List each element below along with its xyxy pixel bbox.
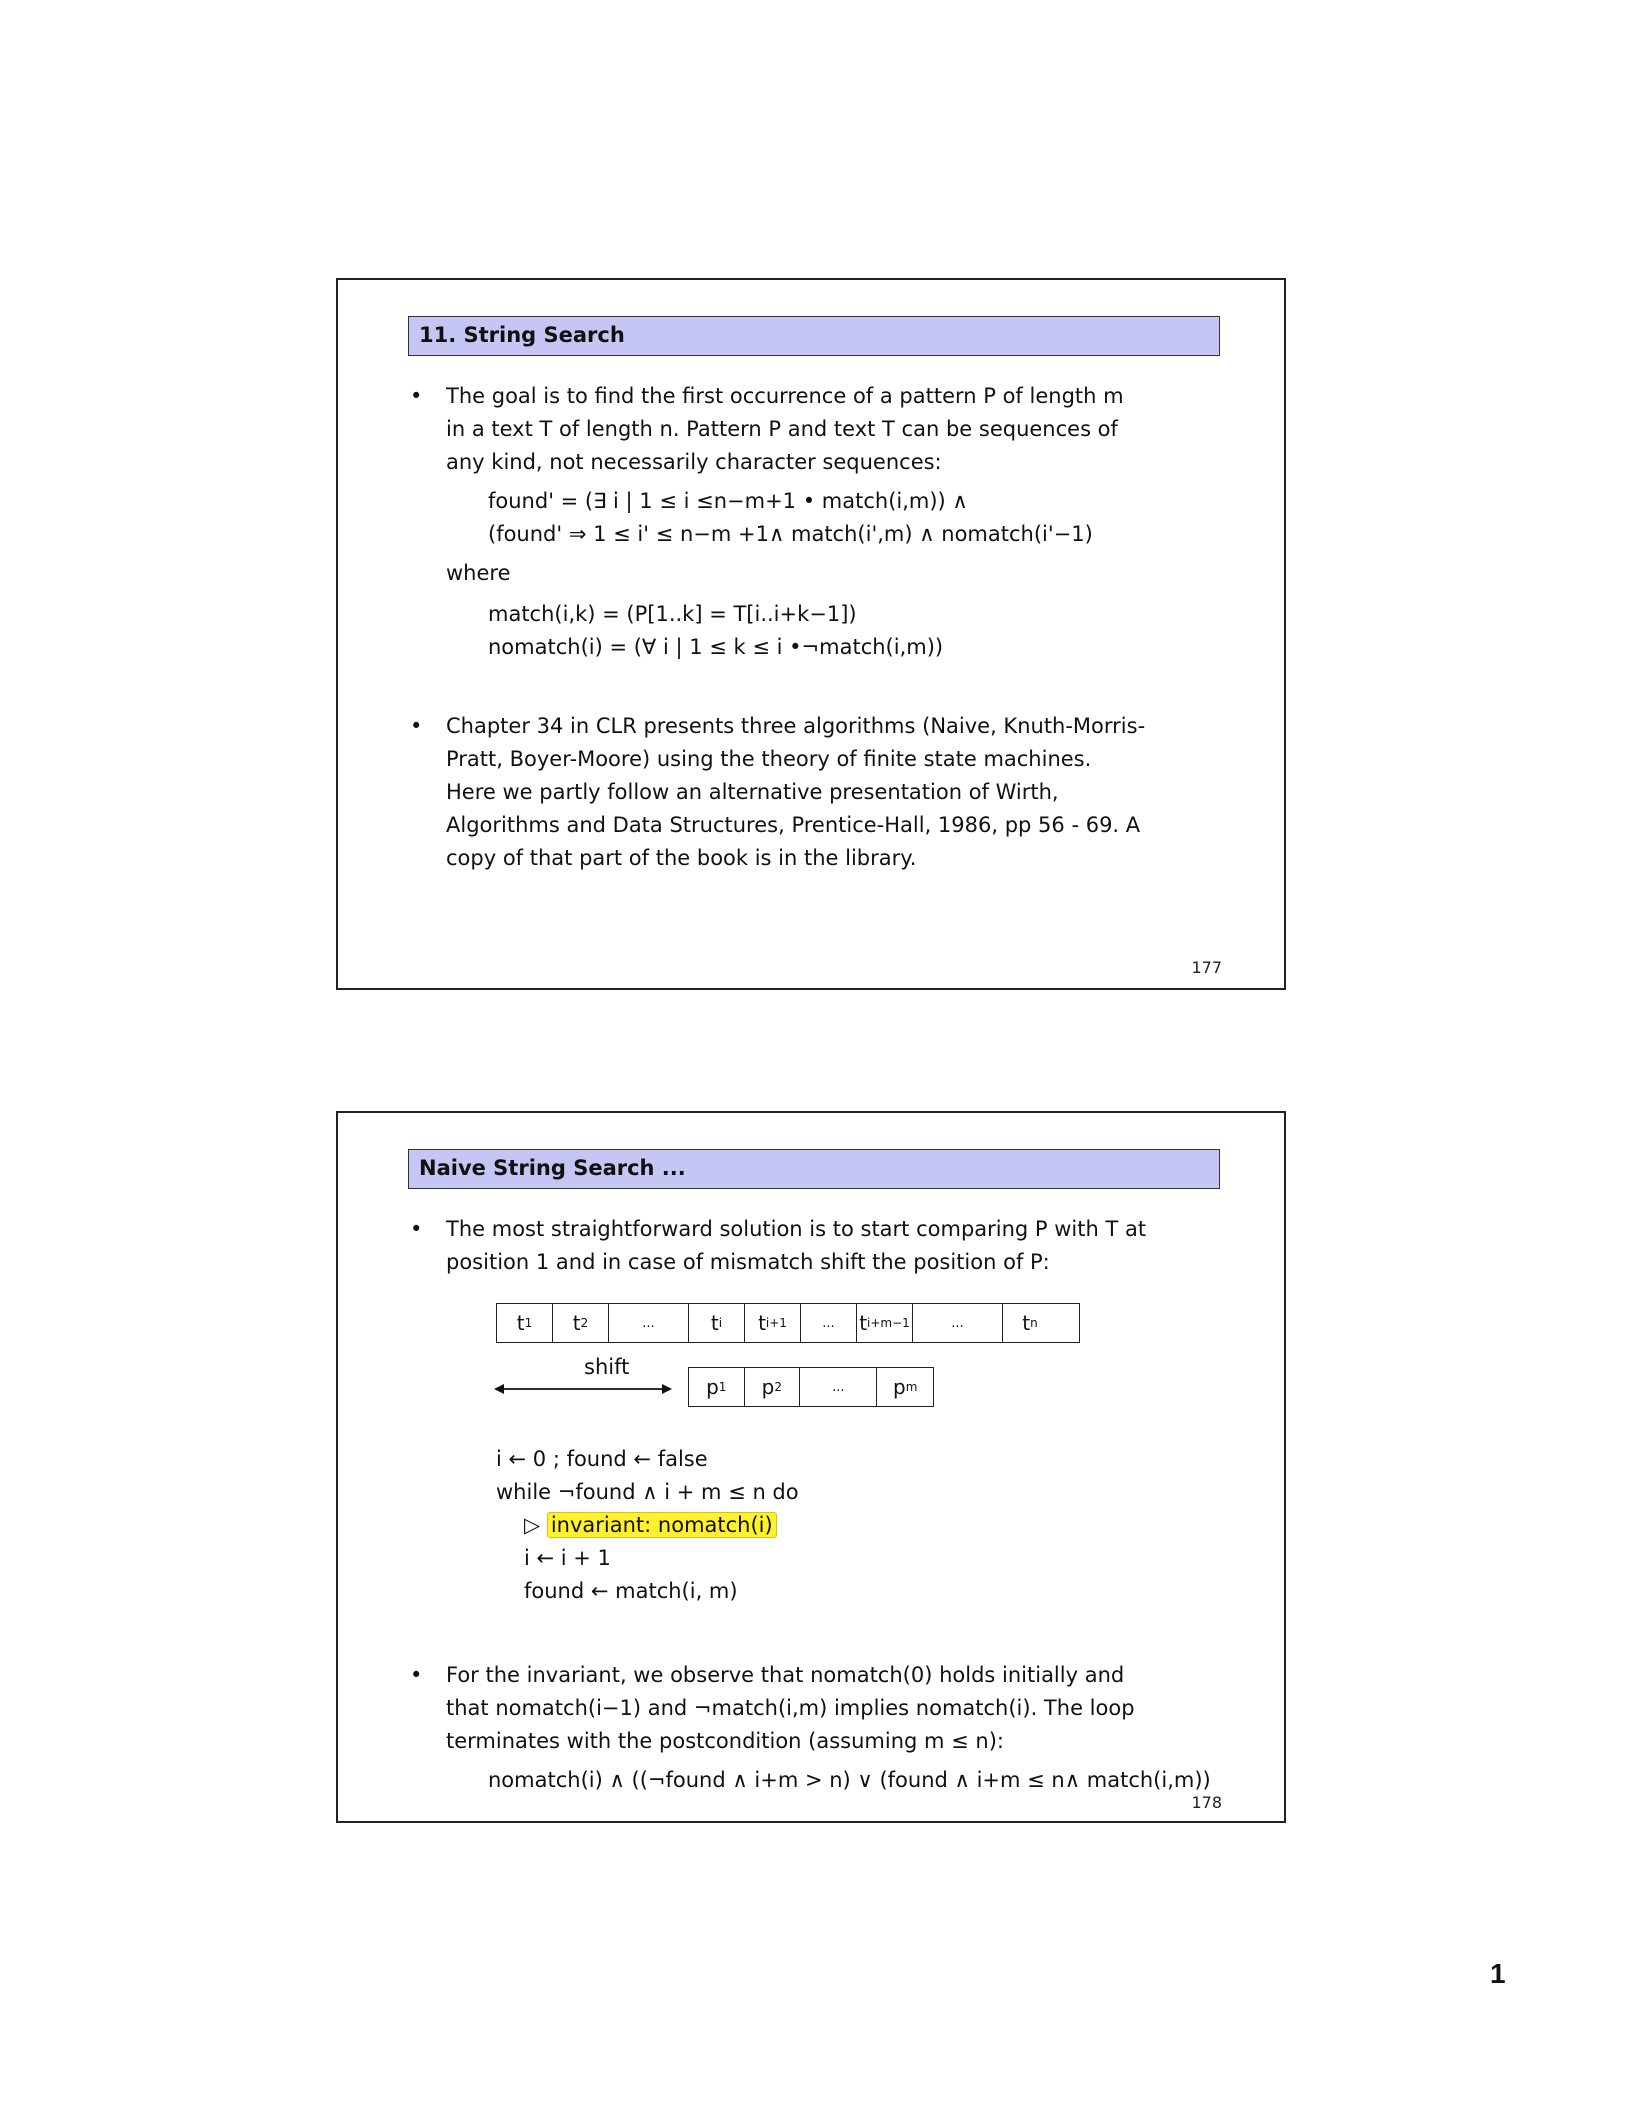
text-cell [497,1304,553,1342]
cell-base: p [706,1375,719,1399]
shift-arrow [494,1381,674,1397]
cell-sub: n [1030,1316,1038,1330]
text-line: The most straightforward solution is to start comparing P with T at [446,1217,1147,1241]
cell-sub: 1 [718,1380,727,1394]
code-line: found ← match(i, m) [524,1579,738,1603]
text-line: position 1 and in case of mismatch shift the position of P: [446,1250,1050,1274]
cell-sub: i [718,1316,723,1330]
text-line: Algorithms and Data Structures, Prentice-Hall, 1986, pp 56 - 69. A [446,813,1141,837]
slide-178 [336,1111,1286,1823]
postcondition-line: nomatch(i) ∧ ((¬found ∧ i+m > n) ∨ (found ∧ i+m ≤ n∧ match(i,m)) [488,1768,1211,1792]
bullet-text [446,710,1230,875]
cell-base: t [516,1311,525,1335]
text-cell [913,1304,1003,1342]
code-line: i ← i + 1 [524,1546,611,1570]
cell-base: ... [951,1315,964,1331]
algorithm-code [496,1443,1316,1608]
text-cell [801,1304,857,1342]
cell-base: t [1022,1311,1031,1335]
bullet-marker: • [410,714,423,738]
bullet-text [446,1659,1230,1797]
cell-base: t [859,1311,868,1335]
cell-base: p [761,1375,775,1399]
text-line: Pratt, Boyer-Moore) using the theory of finite state machines. [446,747,1092,771]
text-line: For the invariant, we observe that nomatch(0) holds initially and [446,1663,1125,1687]
document-page-number: 1 [1490,1958,1506,1989]
text-cell [857,1304,913,1342]
cell-sub: m [905,1380,918,1394]
cell-base: ... [822,1315,835,1331]
definition-line: match(i,k) = (P[1..k] = T[i..i+k−1]) [488,602,857,626]
cell-base: ... [832,1379,845,1395]
bullet-marker: • [410,1217,423,1241]
bullet-naive [410,1213,1230,1279]
text-line: The goal is to find the first occurrence of a pattern P of length m [446,384,1124,408]
slide-title: 11. String Search [408,316,1220,356]
where-label: where [446,561,511,585]
code-line: i ← 0 ; found ← false [496,1447,708,1471]
slide-177 [336,278,1286,990]
pattern-cell [877,1368,933,1406]
bullet-marker: • [410,384,423,408]
definition-line: nomatch(i) = (∀ i | 1 ≤ k ≤ i •¬match(i,m)) [488,635,944,659]
text-cell [1003,1304,1057,1342]
cell-sub: 1 [524,1316,533,1330]
formula-line: (found' ⇒ 1 ≤ i' ≤ n−m +1∧ match(i',m) ∧ nomatch(i'−1) [488,522,1093,546]
slide-page-number: 177 [1191,958,1222,977]
text-line: Chapter 34 in CLR presents three algorithms (Naive, Knuth-Morris- [446,714,1146,738]
bullet-marker: • [410,1663,423,1687]
shift-label: shift [584,1355,630,1379]
text-line: terminates with the postcondition (assuming m ≤ n): [446,1729,1004,1753]
pattern-cells [688,1367,934,1407]
text-cell [553,1304,609,1342]
cell-base: t [758,1311,766,1335]
text-line: in a text T of length n. Pattern P and text T can be sequences of [446,417,1118,441]
bullet-goal [410,380,1230,664]
invariant-line [496,1509,1316,1542]
bullet-chapter [410,710,1230,875]
code-line: while ¬found ∧ i + m ≤ n do [496,1480,799,1504]
invariant-highlight: invariant: nomatch(i) [547,1512,777,1538]
cell-base: t [710,1311,719,1335]
cell-sub: 2 [774,1380,782,1394]
text-cells [496,1303,1080,1343]
pattern-cell [745,1368,801,1406]
slide-page-number: 178 [1191,1793,1222,1812]
formula-line: found' = (∃ i | 1 ≤ i ≤n−m+1 • match(i,m)) ∧ [488,489,968,513]
text-line: any kind, not necessarily character sequences: [446,450,942,474]
text-line: copy of that part of the book is in the library. [446,846,917,870]
triangle-marker: ▷ [524,1513,541,1537]
cell-base: t [572,1311,581,1335]
cell-sub: i+m−1 [867,1316,910,1330]
cell-base: ... [642,1315,655,1331]
bullet-text [446,380,1230,664]
bullet-text [446,1213,1230,1279]
pattern-cell [800,1368,877,1406]
text-cell [745,1304,801,1342]
cell-base: p [893,1375,906,1399]
text-cell [609,1304,689,1342]
text-line: that nomatch(i−1) and ¬match(i,m) implies nomatch(i). The loop [446,1696,1135,1720]
slide-title: Naive String Search ... [408,1149,1220,1189]
text-line: Here we partly follow an alternative presentation of Wirth, [446,780,1059,804]
cell-sub: i+1 [765,1316,787,1330]
text-cell [689,1304,745,1342]
bullet-invariant [410,1659,1230,1797]
pattern-cell [689,1368,745,1406]
cell-sub: 2 [580,1316,589,1330]
